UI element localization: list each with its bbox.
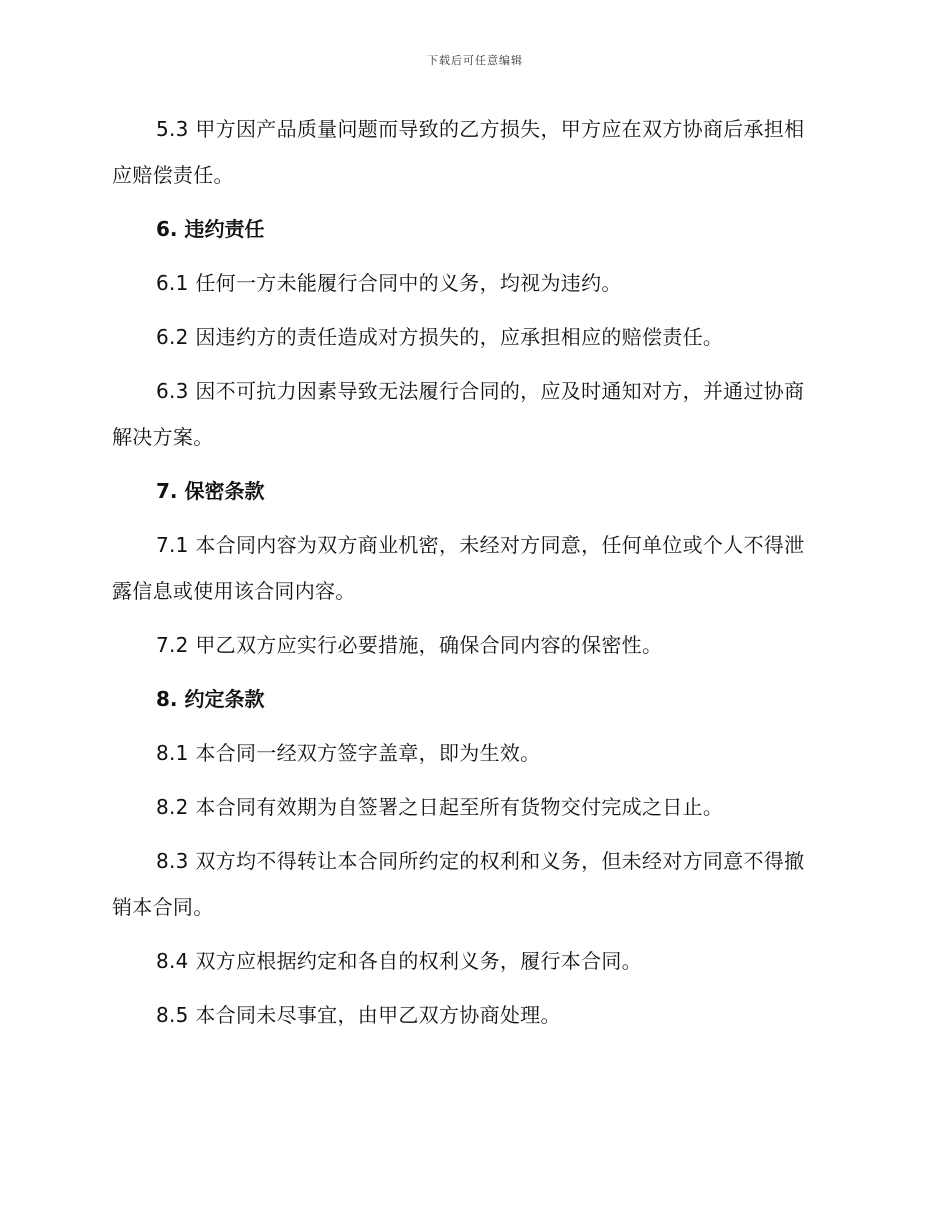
clause-8-1: 8.1 本合同一经双方签字盖章，即为生效。	[156, 741, 541, 765]
section-heading-7: 7. 保密条款	[156, 479, 265, 503]
section-heading-8: 8. 约定条款	[156, 687, 265, 711]
page-header: 下载后可任意编辑	[427, 54, 523, 67]
clause-6-3: 6.3 因不可抗力因素导致无法履行合同的，应及时通知对方，并通过协商解决方案。	[112, 379, 805, 449]
section-heading-6: 6. 违约责任	[156, 217, 265, 241]
clause-8-4: 8.4 双方应根据约定和各自的权利义务，履行本合同。	[156, 949, 642, 973]
clause-8-5: 8.5 本合同未尽事宜，由甲乙双方协商处理。	[156, 1003, 561, 1027]
clause-6-1: 6.1 任何一方未能履行合同中的义务，均视为违约。	[156, 271, 622, 295]
clause-7-1: 7.1 本合同内容为双方商业机密，未经对方同意，任何单位或个人不得泄露信息或使用该合同内容。	[112, 533, 805, 603]
clause-6-2: 6.2 因违约方的责任造成对方损失的，应承担相应的赔偿责任。	[156, 325, 724, 349]
clause-7-2: 7.2 甲乙双方应实行必要措施，确保合同内容的保密性。	[156, 633, 663, 657]
clause-8-3: 8.3 双方均不得转让本合同所约定的权利和义务，但未经对方同意不得撤销本合同。	[112, 849, 805, 919]
clause-5-3: 5.3 甲方因产品质量问题而导致的乙方损失，甲方应在双方协商后承担相应赔偿责任。	[112, 117, 805, 187]
document-body	[112, 106, 824, 1046]
clause-8-2: 8.2 本合同有效期为自签署之日起至所有货物交付完成之日止。	[156, 795, 724, 819]
